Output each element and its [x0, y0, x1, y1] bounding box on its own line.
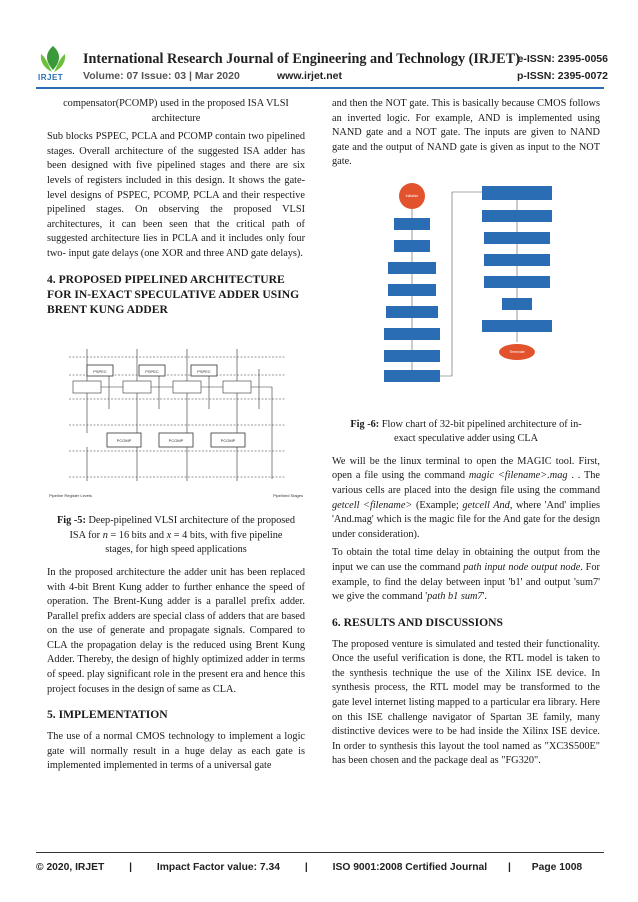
flow-step	[484, 232, 550, 244]
figure-6-caption: Fig -6: Flow chart of 32-bit pipelined architecture of in-exact speculative adder using CLA	[350, 418, 582, 445]
flow-step	[394, 240, 430, 252]
paragraph-sub-blocks: Sub blocks PSPEC, PCLA and PCOMP contain two pipelined stages. Overall architecture of the suggested ISA adder has been designed with five pipelined stages and there are six levels of registers included in this design. It shows the gate-level designs of PSPEC, PCOMP, PCLA and their respective pipelined stages. On observing the proposed VLSI architectures, it can been seen that the critical path of suggested architecture lies in PCLA and it includes only four two- input gate delays (one XOR and three AND gate delays).	[47, 131, 305, 259]
pspec-label-1: PSPEC	[93, 368, 107, 374]
pcomp-label-1: PCOMP	[116, 437, 132, 443]
paragraph-brent-kung: In the proposed architecture the adder unit has been replaced with 4-bit Brent Kung adder to further enhance the speed of operation. The Brent-Kung adder is a parallel prefix adder. Parallel prefix adders are special class of adders that are based on the use of generate and propagate signals. Compared to CLA the propagation delay is the reduced using Brent Kung Adder. Thereby, the design of highly optimized adder in terms of speed. play significant role in the present era and hence this project focuses in the design of same as CLA.	[47, 566, 305, 695]
pcomp-label-2: PCOMP	[168, 437, 184, 443]
section-6-heading: 6. RESULTS AND DISCUSSIONS	[332, 615, 503, 629]
figure-6-flowchart	[332, 180, 600, 404]
right-column	[332, 97, 600, 773]
footer-page-number: Page 1008	[531, 862, 583, 873]
paragraph-magic-tool: We will be the linux terminal to open the MAGIC tool. First, open a file using the command magic <filename>.mag . . The various cells are placed into the design file using the command getcell <filename> (Example; getcell And, where 'And' implies 'And.mag' which is the magic file for the And gate for the design under consideration).	[332, 455, 601, 540]
flow-step	[482, 210, 552, 222]
footer-separator: |	[304, 862, 308, 873]
pcomp-label-3: PCOMP	[220, 437, 236, 443]
pspec-label-3: PSPEC	[197, 368, 211, 374]
pipeline-register-levels-label: Pipeline Register Levels	[49, 492, 92, 498]
flow-step	[384, 328, 440, 340]
journal-website: www.irjet.net	[277, 70, 342, 82]
flow-end-label: Terminate	[509, 349, 525, 354]
paragraph-results: The proposed venture is simulated and tested their functionality. Once the useful verification is done, the RTL model is taken to the synthesis technique the use of the Xilinx ISE device. In synthesis process, the RTL model may be transformed to the gate level internet listing mapped to a particular era library. Here on this ISE challenge navigator of Spartan 3E family, many distinctive devices were to be had inside the Xilinx ISE device. In order to synthesis this layout the tool named as "XC3S500E" has been chosen and the package deal as "FG320".	[332, 638, 600, 767]
flow-step	[386, 306, 438, 318]
footer-impact-factor: Impact Factor value: 7.34	[156, 862, 280, 873]
footer-separator: |	[508, 862, 511, 873]
flow-step	[394, 218, 430, 230]
p-issn: p-ISSN: 2395-0072	[516, 70, 608, 82]
logo-text: IRJET	[38, 73, 64, 82]
flow-step	[502, 298, 532, 310]
flow-step	[388, 262, 436, 274]
flow-step	[384, 350, 440, 362]
e-issn: e-ISSN: 2395-0056	[517, 53, 608, 65]
pipelined-stages-label: Pipelined Stages	[272, 492, 303, 498]
fig4-caption-tail: compensator(PCOMP) used in the proposed ISA VLSI architecture	[63, 98, 289, 124]
flow-step	[384, 370, 440, 382]
left-column	[47, 97, 305, 778]
paragraph-not-gate: and then the NOT gate. This is basically because CMOS follows an inverted logic. For example, AND is implemented using NAND gate and a NOT gate. The inputs are given to NAND gate and the output of NAND gate is given as input to the NOT gate.	[332, 98, 600, 168]
footer-copyright: © 2020, IRJET	[36, 862, 105, 873]
paragraph-cmos: The use of a normal CMOS technology to implement a logic gate will normally result in a huge delay as each gate is implemented implemented in terms of a universal gate	[47, 731, 305, 772]
footer-separator: |	[129, 862, 133, 873]
section-5-heading: 5. IMPLEMENTATION	[47, 708, 168, 722]
paragraph-time-delay: To obtain the total time delay in obtaining the output from the input we can use the command path input node output node. For example, to find the delay between input 'b1' and output 'sum7' we give the command 'path b1 sum7'.	[332, 547, 600, 603]
flow-step	[482, 320, 552, 332]
flow-step	[484, 254, 550, 266]
figure-5-caption: Fig -5: Deep-pipelined VLSI architecture of the proposed ISA for n = 16 bits and x = 4 bits, with five pipeline stages, for high speed applications	[57, 515, 295, 556]
flow-step	[388, 284, 436, 296]
footer-divider	[36, 852, 604, 853]
header-divider	[36, 87, 604, 89]
footer-iso: ISO 9001:2008 Certified Journal	[332, 862, 488, 873]
pspec-label-2: PSPEC	[145, 368, 159, 374]
section-4-heading: 4. PROPOSED PIPELINED ARCHITECTURE FOR IN-EXACT SPECULATIVE ADDER USING BRENT KUNG ADDER	[47, 272, 300, 316]
volume-issue: Volume: 07 Issue: 03 | Mar 2020	[83, 70, 240, 82]
journal-title: International Research Journal of Engineering and Technology (IRJET)	[83, 51, 520, 67]
page-header	[0, 0, 638, 90]
flow-start-label: Initialize	[405, 193, 419, 198]
figure-5-architecture-diagram	[47, 329, 305, 501]
flow-step	[482, 186, 552, 200]
page-footer	[36, 862, 604, 873]
flow-step	[484, 276, 550, 288]
